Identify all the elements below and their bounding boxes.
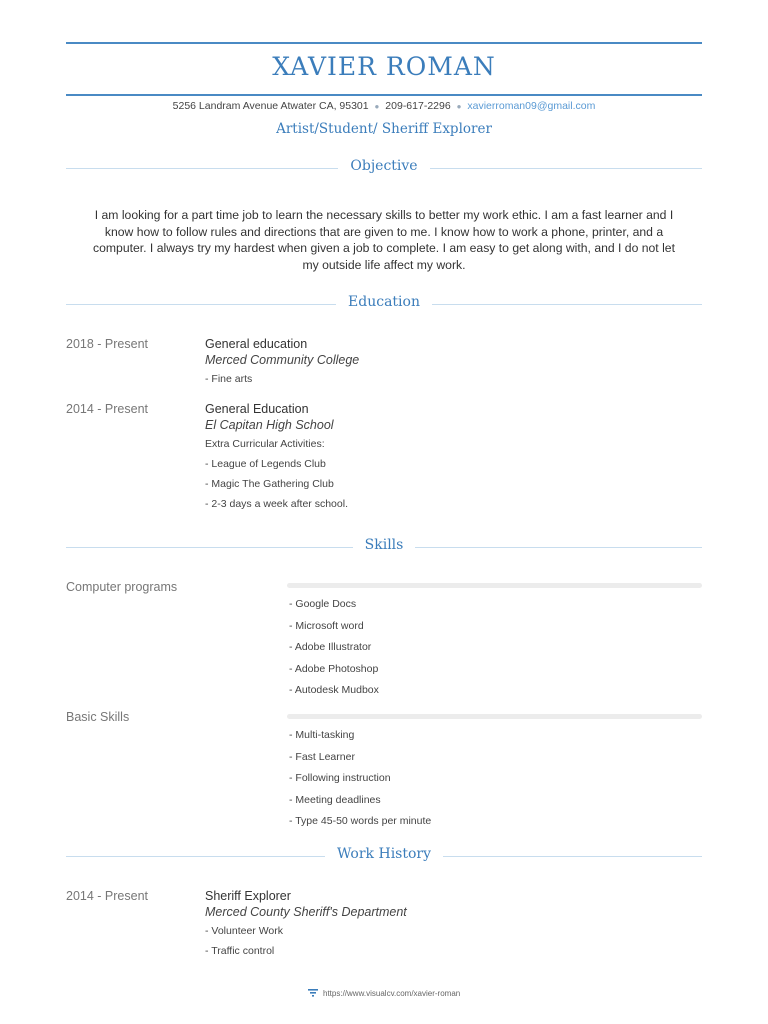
skill-item: - Autodesk Mudbox: [289, 684, 379, 697]
work-date: 2014 - Present: [66, 889, 148, 903]
skill-item: - Multi-tasking: [289, 729, 355, 741]
objective-text: I am looking for a part time job to learn the necessary skills to better my work ethic. I am a fast learner and I know how to follow rules and directions that are given to me. I know how to work a phone, printer, and a computer. I always try my hardest when given a job to complete. I am easy to get along with, and I do not let my outside life affect my work.: [93, 208, 675, 272]
education-detail: - League of Legends Club: [205, 458, 326, 470]
visualcv-logo-icon: [308, 989, 318, 999]
contact-line: [0, 100, 768, 112]
education-date: 2018 - Present: [66, 337, 148, 351]
work-history-heading: Work History: [0, 846, 768, 862]
skills-heading: Skills: [0, 537, 768, 553]
skill-item: - Microsoft word: [289, 619, 364, 632]
school-name: El Capitan High School: [205, 418, 334, 432]
degree: General education: [205, 337, 308, 351]
education-detail: Extra Curricular Activities:: [205, 438, 325, 450]
education-date: 2014 - Present: [66, 402, 148, 416]
skill-item: - Adobe Illustrator: [289, 641, 372, 654]
work-entry: [205, 889, 407, 957]
skill-item: - Type 45-50 words per minute: [289, 815, 432, 828]
work-detail: - Traffic control: [205, 945, 275, 957]
skill-list: [289, 598, 379, 706]
footer: [0, 989, 768, 999]
phone[interactable]: 209-617-2296: [385, 100, 451, 112]
education-entry: [205, 337, 359, 385]
degree: General Education: [205, 402, 309, 416]
email-link[interactable]: xavierroman09@gmail.com: [467, 100, 596, 112]
education-detail: - 2-3 days a week after school.: [205, 498, 348, 510]
skill-item: - Meeting deadlines: [289, 793, 381, 806]
headline: Artist/Student/ Sheriff Explorer: [276, 121, 492, 137]
skill-list: [289, 729, 431, 837]
employer: Merced County Sheriff's Department: [205, 905, 407, 919]
education-entry: [205, 402, 348, 510]
skill-level-bar: [287, 714, 702, 719]
work-detail: - Volunteer Work: [205, 925, 284, 937]
skill-item: - Fast Learner: [289, 750, 355, 763]
objective-heading: Objective: [0, 158, 768, 174]
school-name: Merced Community College: [205, 353, 360, 367]
top-rule: [66, 42, 702, 44]
candidate-name: XAVIER ROMAN: [272, 52, 496, 81]
skill-item: - Google Docs: [289, 598, 357, 610]
skill-item: - Following instruction: [289, 772, 391, 785]
skill-level-bar: [287, 583, 702, 588]
address: 5256 Landram Avenue Atwater CA, 95301: [172, 100, 369, 112]
name-underline: [66, 94, 702, 96]
footer-url-link[interactable]: https://www.visualcv.com/xavier-roman: [323, 989, 461, 999]
skill-category: Computer programs: [66, 580, 178, 594]
separator-dot: ●: [374, 102, 380, 111]
education-detail: - Magic The Gathering Club: [205, 478, 334, 490]
separator-dot: ●: [456, 102, 462, 111]
education-heading: Education: [0, 294, 768, 310]
job-title: Sheriff Explorer: [205, 889, 291, 903]
skill-category: Basic Skills: [66, 710, 130, 724]
education-detail: - Fine arts: [205, 373, 253, 385]
skill-item: - Adobe Photoshop: [289, 662, 379, 675]
